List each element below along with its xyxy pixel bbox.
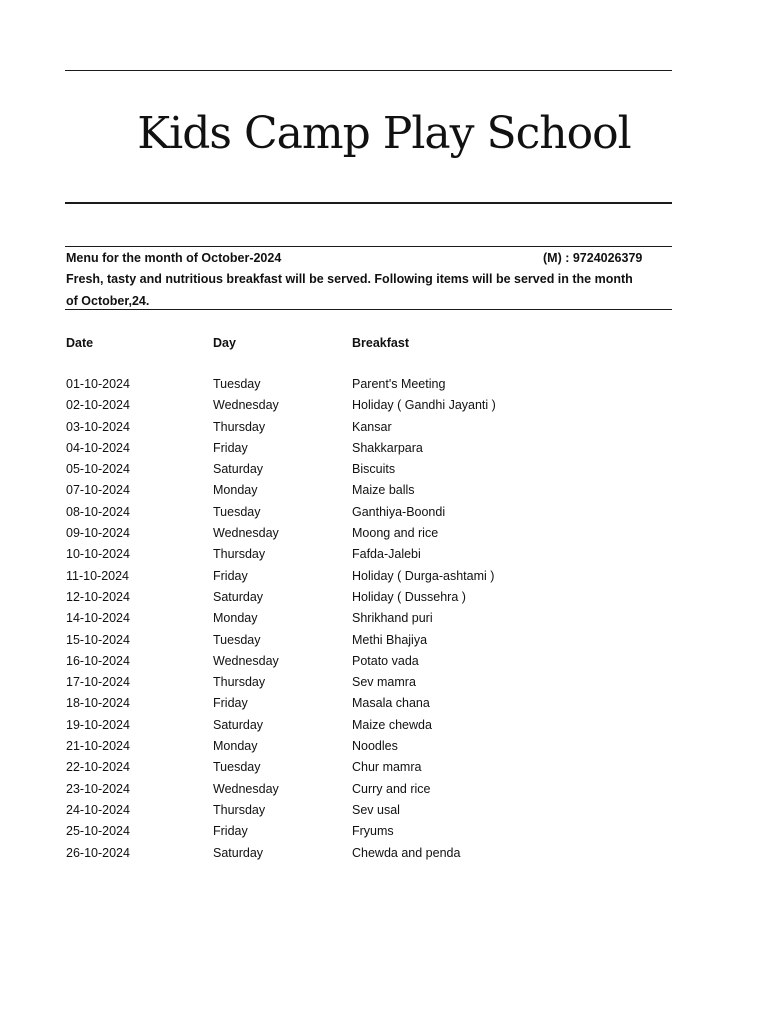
cell-date: 12-10-2024: [66, 589, 130, 604]
cell-day: Monday: [213, 483, 258, 498]
cell-breakfast: Chur mamra: [352, 760, 422, 775]
table-row: [0, 633, 768, 654]
table-row: [0, 782, 768, 803]
cell-breakfast: Chewda and penda: [352, 845, 461, 860]
cell-date: 19-10-2024: [66, 717, 130, 732]
cell-breakfast: Curry and rice: [352, 781, 431, 796]
table-row: [0, 846, 768, 867]
table-row: [0, 398, 768, 419]
cell-day: Friday: [213, 440, 248, 455]
table-row: [0, 739, 768, 760]
cell-day: Tuesday: [213, 632, 261, 647]
cell-date: 14-10-2024: [66, 611, 130, 626]
cell-breakfast: Kansar: [352, 419, 392, 434]
cell-date: 04-10-2024: [66, 440, 130, 455]
cell-breakfast: Fryums: [352, 824, 394, 839]
menu-table-body: [0, 377, 768, 867]
cell-day: Saturday: [213, 845, 264, 860]
cell-date: 09-10-2024: [66, 526, 130, 541]
table-row: [0, 569, 768, 590]
cell-day: Thursday: [213, 675, 266, 690]
cell-day: Tuesday: [213, 377, 261, 391]
cell-date: 11-10-2024: [66, 568, 130, 583]
cell-date: 21-10-2024: [66, 739, 130, 754]
cell-day: Wednesday: [213, 781, 279, 796]
cell-day: Wednesday: [213, 398, 279, 413]
description-line-1: Fresh, tasty and nutritious breakfast will be served. Following items will be served in the month: [66, 272, 633, 286]
cell-date: 10-10-2024: [66, 547, 130, 562]
table-row: [0, 462, 768, 483]
table-row: [0, 760, 768, 781]
column-header-date: Date: [66, 336, 94, 350]
cell-date: 07-10-2024: [66, 483, 130, 498]
cell-breakfast: Sev mamra: [352, 675, 416, 690]
table-row: [0, 590, 768, 611]
cell-breakfast: Noodles: [352, 739, 398, 754]
menu-month-title: Menu for the month of October-2024: [66, 251, 282, 265]
table-row: [0, 718, 768, 739]
cell-day: Saturday: [213, 589, 264, 604]
table-row: [0, 824, 768, 845]
cell-breakfast: Moong and rice: [352, 526, 439, 541]
table-row: [0, 441, 768, 462]
cell-day: Thursday: [213, 802, 266, 817]
cell-day: Thursday: [213, 547, 266, 562]
cell-day: Saturday: [213, 717, 264, 732]
table-row: [0, 377, 768, 398]
column-header-breakfast: Breakfast: [352, 336, 409, 350]
table-row: [0, 526, 768, 547]
cell-day: Friday: [213, 824, 248, 839]
cell-date: 17-10-2024: [66, 675, 130, 690]
cell-date: 24-10-2024: [66, 802, 130, 817]
cell-day: Friday: [213, 568, 248, 583]
cell-breakfast: Biscuits: [352, 462, 396, 477]
cell-day: Saturday: [213, 462, 264, 477]
cell-day: Thursday: [213, 419, 266, 434]
cell-breakfast: Parent's Meeting: [352, 377, 446, 391]
cell-breakfast: Ganthiya-Boondi: [352, 504, 446, 519]
cell-date: 25-10-2024: [66, 824, 130, 839]
cell-date: 23-10-2024: [66, 781, 130, 796]
cell-breakfast: Sev usal: [352, 802, 400, 817]
cell-breakfast: Masala chana: [352, 696, 430, 711]
cell-breakfast: Holiday ( Dussehra ): [352, 589, 466, 604]
table-row: [0, 505, 768, 526]
cell-day: Friday: [213, 696, 248, 711]
cell-day: Tuesday: [213, 504, 261, 519]
cell-date: 01-10-2024: [66, 377, 130, 391]
cell-date: 15-10-2024: [66, 632, 130, 647]
table-row: [0, 675, 768, 696]
phone-number: (M) : 9724026379: [543, 251, 643, 265]
top-divider: [65, 70, 672, 71]
cell-day: Tuesday: [213, 760, 261, 775]
cell-date: 03-10-2024: [66, 419, 130, 434]
info-bottom-divider: [65, 309, 672, 310]
cell-breakfast: Potato vada: [352, 653, 419, 668]
cell-breakfast: Holiday ( Gandhi Jayanti ): [352, 398, 496, 413]
cell-breakfast: Shakkarpara: [352, 440, 423, 455]
info-top-divider: [65, 246, 672, 247]
title-divider: [65, 202, 672, 204]
cell-breakfast: Methi Bhajiya: [352, 632, 428, 647]
cell-day: Monday: [213, 739, 258, 754]
cell-date: 18-10-2024: [66, 696, 130, 711]
cell-date: 26-10-2024: [66, 845, 130, 860]
cell-date: 08-10-2024: [66, 504, 130, 519]
school-title: Kids Camp Play School: [137, 108, 631, 159]
table-row: [0, 547, 768, 568]
cell-date: 05-10-2024: [66, 462, 130, 477]
column-header-day: Day: [213, 336, 236, 350]
cell-breakfast: Holiday ( Durga-ashtami ): [352, 568, 495, 583]
table-row: [0, 611, 768, 632]
cell-breakfast: Maize balls: [352, 483, 415, 498]
cell-day: Wednesday: [213, 526, 279, 541]
table-row: [0, 803, 768, 824]
cell-date: 16-10-2024: [66, 653, 130, 668]
table-row: [0, 420, 768, 441]
cell-breakfast: Fafda-Jalebi: [352, 547, 421, 562]
table-row: [0, 654, 768, 675]
table-row: [0, 483, 768, 504]
cell-day: Wednesday: [213, 653, 279, 668]
table-row: [0, 696, 768, 717]
description-line-2: of October,24.: [66, 294, 150, 308]
cell-breakfast: Maize chewda: [352, 717, 432, 732]
cell-date: 02-10-2024: [66, 398, 130, 413]
cell-day: Monday: [213, 611, 258, 626]
cell-date: 22-10-2024: [66, 760, 130, 775]
cell-breakfast: Shrikhand puri: [352, 611, 433, 626]
